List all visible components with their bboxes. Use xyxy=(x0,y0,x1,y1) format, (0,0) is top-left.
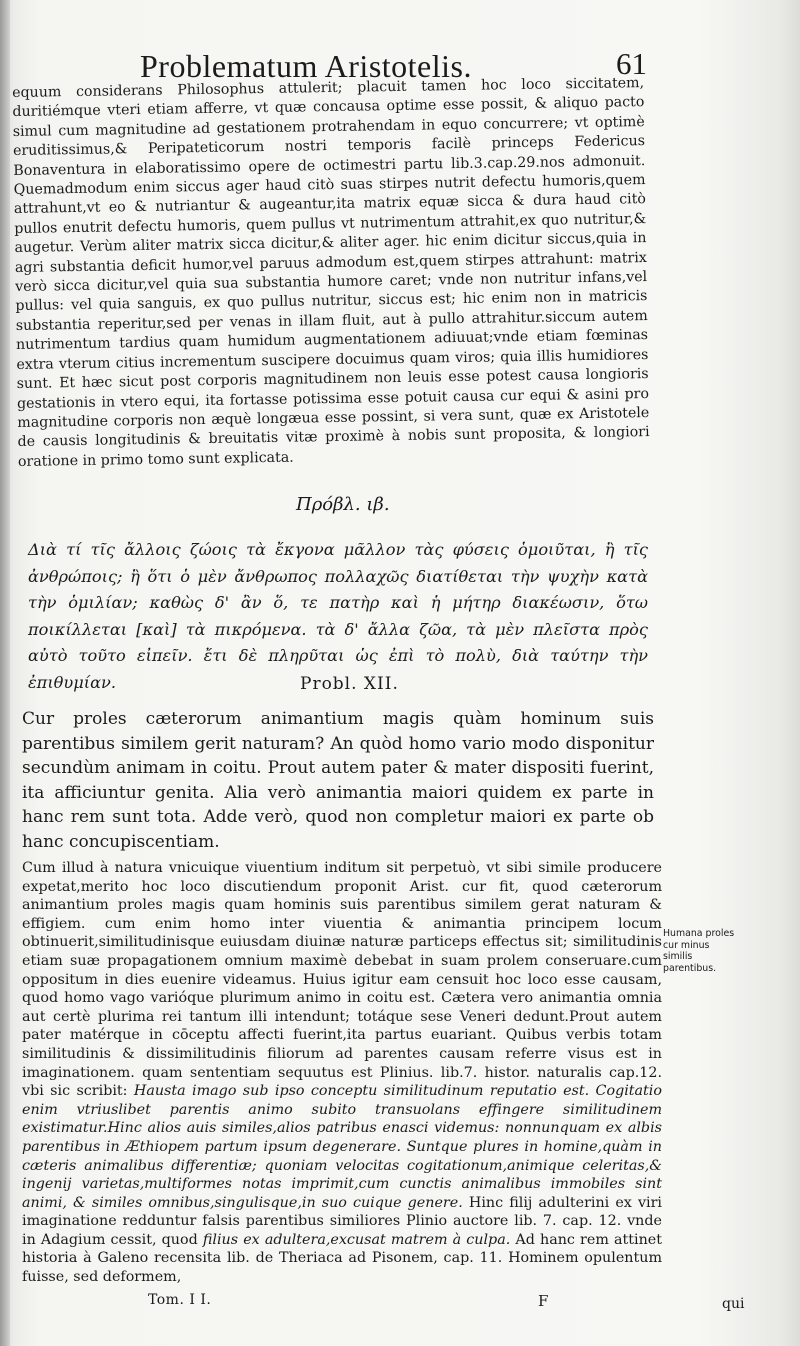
greek-problem-title: Πρόβλ. ιβ. xyxy=(296,494,390,515)
footer-signature: Tom. I I. xyxy=(148,1292,212,1308)
adage-citation: filius ex adultera,excusat matrem à culpa. xyxy=(202,1231,511,1248)
latin-problem-title: Probl. XII. xyxy=(300,674,399,694)
page-spine-shadow xyxy=(0,0,10,1346)
commentary-paragraph xyxy=(22,859,662,1287)
commentary-continuation: Hinc filij adulterini ex viri imaginatione redduntur falsis parentibus similiores Plinio auctore lib. 7. cap. 12. vnde in Adagium cessit, quod xyxy=(22,1194,662,1248)
greek-problem-text: Διὰ τί τῖς ἄλλοις ζώοις τὰ ἔκγονα μᾶλλον τὰς φύσεις ὁμοιῦται, ἢ τῖς ἀνθρώποις; ἢ ὅτι ὁ μὲν ἄνθρωπος πολλαχῶς διατίθεται τὴν ψυχὴν κατὰ τὴν ὁμιλίαν; καθὼς δ' ἂν ὅ, τε πατὴρ καὶ ἡ μήτηρ διακέωσιν, ὅτω ποικίλλεται [καὶ] τὰ πικρόμενα. τὰ δ' ἄλλα ζῶα, τὰ μὲν πλεῖστα πρὸς αὐτὸ τοῦτο εἰπεῖν. ἔτι δὲ πληρῦται ὡς ἐπὶ τὸ πολὺ, διὰ ταύτην τὴν ἐπιθυμίαν. xyxy=(28,540,648,692)
footer-signature-letter: F xyxy=(538,1292,549,1310)
margin-note: Humana proles cur minus similis parentibus. xyxy=(663,928,735,974)
page-number: 61 xyxy=(616,46,647,81)
commentary-text: Cum illud à natura vnicuique viuentium inditum sit perpetuò, vt sibi simile producere expetat,merito hoc loco discutiendum proponit Arist. cur fit, quod cæterorum animantium proles magis quam hominis suis parentibus similem gerat naturam & effigiem. cum enim homo inter viuentia & animantia principem locum obtinuerit,similitudinisque euiusdam diuinæ naturæ particeps effectus sit; similitudinis etiam suæ propagationem omnium maximè debebat in suam prolem conseruare.cum oppositum in dies euenire videamus. Huius igitur eam censuit hoc loco esse causam, quod homo vago varióque plurimum animo in coitu est. Cætera vero animantia omnia aut certè plurima rei tantum illi intendunt; totáque sese Veneri dedunt.Prout autem pater matérque in cōceptu affecti fuerint,ita partus euariant. Quibus verbis totam similitudinis & dissimilitudinis filiorum ad parentes causam referre visus est in imaginationem. quam sententiam sequutus est Plinius. lib.7. histor. naturalis cap.12. vbi sic scribit: xyxy=(22,860,662,1100)
top-paragraph: equum considerans Philosophus attulerit; placuit tamen hoc loco siccitatem, duritiémque vteri etiam afferre, vt quæ concausa optime esse possit, & aliquo pacto simul cum magnitudine ad gestationem protrahendam in equo concurrere; vt optimè eruditissimus,& Peripateticorum nostri temporis facilè princeps Federicus Bonaventura in elaboratissimo opere de octimestri partu lib.3.cap.29.nos admonuit. Quemadmodum enim siccus ager haud citò suas stirpes nutrit defectu humoris,quem attrahunt,vt eo & nutriantur & augeantur,ita matrix equæ sicca & dura haud citò pullos enutrit defectu humoris, quem pullus vt nutrimentum attrahit,ex quo nutritur,& augetur. Verùm aliter matrix sicca dicitur,& aliter ager. hic enim dicitur siccus,quia in agri substantia deficit humor,vel paruus admodum est,quem stirpes attrahunt: matrix verò sicca dicitur,vel quia sua substantia humore caret; vnde non nutritur infans,vel pullus: vel quia sanguis, ex quo pullus nutritur, siccus est; hic enim non in matricis substantia reperitur,sed per venas in illam fluit, aut à pullo attrahitur.siccum autem nutrimentum tardius quam humidum augmentationem adiuuat;vnde etiam fœminas extra vterum citius incrementum suscipere docuimus quam viros; quia illis humidiores sunt. Et hæc sicut post corporis magnitudinem non leuis esse potest causa longioris gestationis in vtero equi, ita fortasse potissima esse potuit causa cur equi & asini pro magnitudine corporis non æquè longæua esse possint, si vera sunt, quæ ex Aristotele de causis longitudinis & breuitatis vitæ proximè à nobis sunt proposita, & longiori oratione in primo tomo sunt explicata. xyxy=(12,75,650,470)
running-title: Problematum Aristotelis. xyxy=(140,48,472,84)
pliny-citation: Hausta imago sub ipso conceptu similitudinum reputatio est. Cogitatio enim vtriuslibet parentis animo subito transuolans effingere similitudinem existimatur.Hinc alios auis similes,alios patribus enasci videmus: nonnunquam ex albis parentibus in Æthiopem partum ipsum degenerare. Suntque plures in homine,quàm in cæteris animalibus differentiæ; quoniam velocitas cogitationum,animique celeritas,& ingenij varietas,multiformes notas imprimit,cum cunctis animalibus immobiles sint animi, & similes omnibus,singulisque,in suo cuique genere. xyxy=(22,1083,662,1211)
commentary-ending: Ad hanc rem attinet historia à Galeno recensita lib. de Theriaca ad Pisonem, cap. 11. Hominem opulentum fuisse, sed deformem, xyxy=(22,1231,663,1286)
footer-catchword: qui xyxy=(722,1296,745,1312)
latin-problem-text: Cur proles cæterorum animantium magis quàm hominum suis parentibus similem gerit naturam? An quòd homo vario modo disponitur secundùm animam in coitu. Prout autem pater & mater dispositi fuerint, ita afficiuntur genita. Alia verò animantia maiori quidem ex parte in hanc rem sunt tota. Adde verò, quod non completur maiori ex parte ob hanc concupiscentiam. xyxy=(22,709,654,852)
